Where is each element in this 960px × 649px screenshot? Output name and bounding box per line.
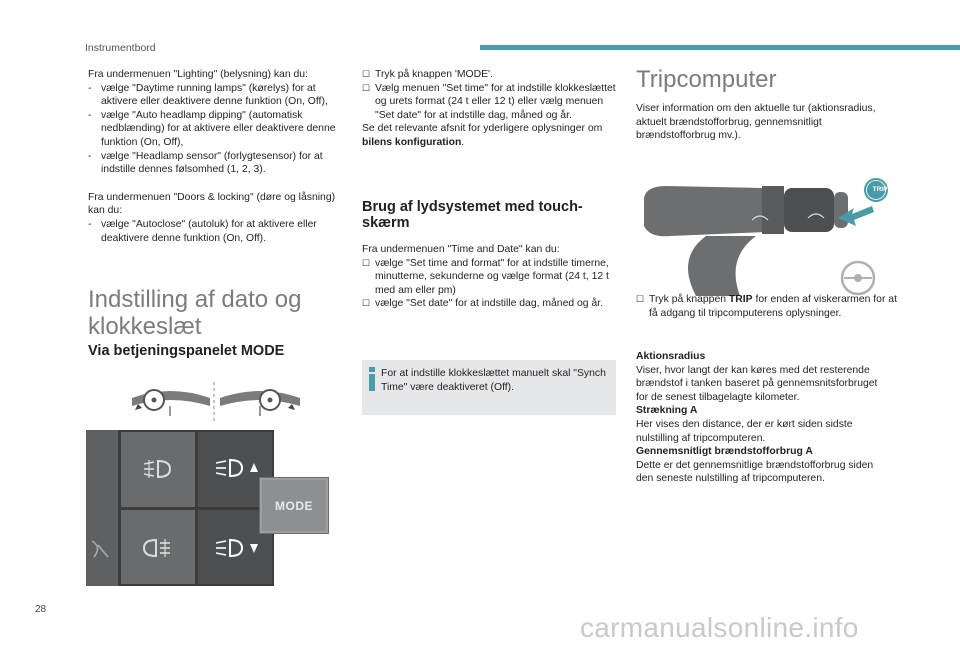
headlamp-down-icon: [212, 536, 262, 560]
list-item: - vælge "Auto headlamp dipping" (automatisk nedblænding) for at aktivere eller deaktivere denne funktion (On, Off),: [88, 109, 336, 148]
trip-step: ☐ Tryk på knappen TRIP for enden af viskerarmen for at få adgang til tripcomputerens oplysninger.: [636, 294, 897, 319]
see-more-text: Se det relevante afsnit for yderligere oplysninger om bilens konfiguration.: [362, 123, 603, 148]
list-item: - vælge "Daytime running lamps" (kørelys) for at aktivere eller deaktivere denne funktion (On, Off),: [88, 82, 328, 108]
step-item: ☐ Tryk på knappen 'MODE'.: [362, 69, 493, 80]
wiper-stalk-illustration: [636, 178, 896, 298]
section-header-title: Instrumentbord: [85, 42, 156, 54]
mode-button-label: MODE: [275, 498, 313, 513]
header-accent-bar: [480, 45, 960, 50]
list-item: ☐ vælge "Set date" for at indstille dag, måned og år.: [362, 298, 604, 310]
panel-edge-icon: [88, 535, 114, 561]
def-text: Dette er det gennemsnitlige brændstofforbrug siden den seneste nulstilling af tripcomputeren.: [636, 459, 874, 485]
intro-doors: Fra undermenuen "Doors & locking" (døre og låsning) kan du:: [88, 191, 336, 217]
doors-list: [88, 218, 346, 245]
intro-time: Fra undermenuen "Time and Date" kan du:: [362, 244, 560, 255]
list-item: - vælge "Headlamp sensor" (forlygtesensor) for at indstille dennes følsomhed (1, 2, 3).: [88, 150, 323, 176]
def-text: Her vises den distance, der er kørt siden sidste nulstilling af tripcomputeren.: [636, 418, 853, 444]
def-term: Gennemsnitligt brændstofforbrug A: [636, 446, 813, 458]
front-fog-lamp-icon: [140, 457, 174, 481]
column-2: [362, 68, 616, 150]
rear-fog-lamp-icon: [140, 536, 174, 560]
page-number: 28: [35, 604, 47, 615]
tripcomputer-heading: Tripcomputer: [636, 66, 777, 93]
trip-badge-label: TRIP: [872, 186, 888, 193]
mode-panel-heading: Via betjeningspanelet MODE: [88, 343, 285, 359]
trip-definitions: [636, 350, 890, 486]
steering-wheel-illustration: [130, 380, 305, 425]
lighting-list: [88, 82, 346, 177]
info-text: For at indstille klokkeslættet manuelt skal "Synch Time" være deaktiveret (Off).: [381, 368, 606, 393]
column-2-lower: [362, 243, 616, 311]
intro-lighting: Fra undermenuen "Lighting" (belysning) kan du:: [88, 69, 308, 80]
info-icon: [367, 367, 377, 391]
touchscreen-heading: Brug af lydsystemet med touch-skærm: [362, 199, 583, 231]
info-box: [362, 360, 616, 415]
headlamp-up-icon: [212, 456, 262, 480]
def-term: Strækning A: [636, 405, 698, 417]
tripcomputer-intro: Viser information om den aktuelle tur (aktionsradius, aktuelt brændstofforbrug, gennemsnitligt brændstofforbrug mv.).: [636, 103, 876, 142]
column-1: [88, 68, 346, 245]
section-header: [85, 38, 225, 56]
def-text: Viser, hvor langt der kan køres med det resterende brændstof i tanken baseret på gennemsnitsforbruget for de senest tilbagelagte kilometer.: [636, 364, 878, 403]
step-item: ☐ Vælg menuen "Set time" for at indstille klokkeslættet og urets format (24 t eller 12 t) eller vælg menuen "Set date" for at indstille dag, måned og år.: [362, 82, 616, 121]
list-item: ☐ vælge "Set time and format" for at indstille timerne, minutterne, sekunderne og vælge format (24 t, 12 t med am eller pm): [362, 257, 609, 296]
watermark: carmanualsonline.info: [580, 612, 859, 643]
date-time-heading: Indstilling af dato og klokkeslæt: [88, 286, 302, 340]
list-item: - vælge "Autoclose" (autoluk) for at aktivere eller deaktivere denne funktion (On, Off).: [88, 218, 317, 244]
panel-left-strip: [86, 430, 118, 586]
mode-button: [259, 477, 329, 534]
def-term: Aktionsradius: [636, 351, 706, 362]
